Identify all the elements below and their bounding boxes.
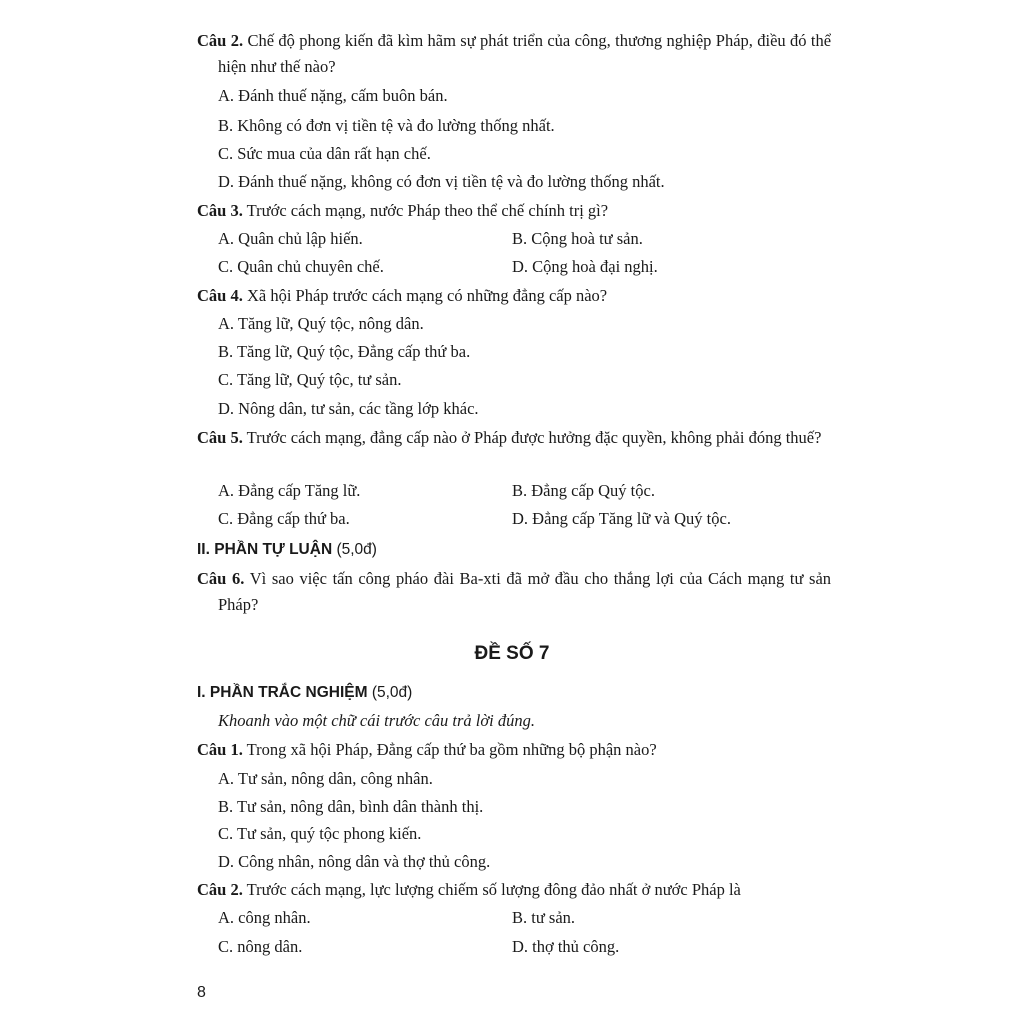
question-label: Câu 3. — [197, 201, 243, 220]
question-label: Câu 2. — [197, 880, 243, 899]
question-label: Câu 4. — [197, 286, 243, 305]
option: D. Cộng hoà đại nghị. — [512, 257, 658, 276]
question-text: Chế độ phong kiến đã kìm hãm sự phát triển của công, thương nghiệp Pháp, điều đó thể hiện như thế nào? — [218, 31, 832, 76]
question-text: Trước cách mạng, nước Pháp theo thể chế chính trị gì? — [246, 201, 609, 220]
option: D. Đánh thuế nặng, không có đơn vị tiền tệ và đo lường thống nhất. — [218, 172, 665, 191]
section-title: II. PHẦN TỰ LUẬN — [197, 541, 333, 558]
question-text: Trước cách mạng, đẳng cấp nào ở Pháp được hưởng đặc quyền, không phải đóng thuế? — [246, 428, 822, 447]
question-text: Xã hội Pháp trước cách mạng có những đẳng cấp nào? — [246, 286, 608, 305]
exam-title: ĐỀ SỐ 7 — [474, 643, 550, 664]
question-label: Câu 1. — [197, 740, 243, 759]
section-points: (5,0đ) — [336, 541, 377, 558]
question-label: Câu 6. — [197, 569, 245, 588]
option: C. Quân chủ chuyên chế. — [218, 257, 384, 276]
option: A. Quân chủ lập hiến. — [218, 229, 363, 248]
option: A. Tăng lữ, Quý tộc, nông dân. — [218, 314, 424, 333]
option: B. Tư sản, nông dân, bình dân thành thị. — [218, 797, 484, 816]
option: C. Tăng lữ, Quý tộc, tư sản. — [218, 370, 402, 389]
section-heading — [197, 540, 377, 560]
option: B. tư sản. — [512, 908, 576, 927]
option: C. Tư sản, quý tộc phong kiến. — [218, 824, 422, 843]
option: D. Công nhân, nông dân và thợ thủ công. — [218, 852, 491, 871]
option: D. Đẳng cấp Tăng lữ và Quý tộc. — [512, 509, 731, 528]
option: A. công nhân. — [218, 908, 311, 927]
option: B. Tăng lữ, Quý tộc, Đẳng cấp thứ ba. — [218, 342, 471, 361]
section-points: (5,0đ) — [371, 684, 413, 701]
question-2 — [197, 28, 831, 80]
question-4 — [197, 286, 607, 306]
question-text: Trước cách mạng, lực lượng chiếm số lượng đông đảo nhất ở nước Pháp là — [246, 880, 741, 899]
question-label: Câu 2. — [197, 31, 244, 50]
option: A. Đẳng cấp Tăng lữ. — [218, 481, 361, 500]
option: D. thợ thủ công. — [512, 937, 620, 956]
page-number: 8 — [197, 984, 206, 1001]
option: B. Đẳng cấp Quý tộc. — [512, 481, 655, 500]
option: B. Cộng hoà tư sản. — [512, 229, 643, 248]
option: A. Tư sản, nông dân, công nhân. — [218, 769, 433, 788]
section-heading — [197, 683, 412, 703]
question-1 — [197, 740, 657, 760]
option: A. Đánh thuế nặng, cấm buôn bán. — [218, 86, 448, 105]
option: C. nông dân. — [218, 937, 303, 956]
question-text: Trong xã hội Pháp, Đẳng cấp thứ ba gồm những bộ phận nào? — [246, 740, 657, 759]
instruction: Khoanh vào một chữ cái trước câu trả lời đúng. — [218, 711, 535, 730]
question-6 — [197, 566, 831, 618]
question-text: Vì sao việc tấn công pháo đài Ba-xti đã mở đầu cho thắng lợi của Cách mạng tư sản Pháp? — [218, 569, 832, 614]
question-label: Câu 5. — [197, 428, 243, 447]
option: C. Đẳng cấp thứ ba. — [218, 509, 350, 528]
question-2 — [197, 880, 741, 900]
option: D. Nông dân, tư sản, các tầng lớp khác. — [218, 399, 479, 418]
option: B. Không có đơn vị tiền tệ và đo lường thống nhất. — [218, 116, 555, 135]
question-5 — [197, 425, 831, 451]
section-title: I. PHẦN TRẮC NGHIỆM — [197, 684, 368, 701]
option: C. Sức mua của dân rất hạn chế. — [218, 144, 431, 163]
question-3 — [197, 201, 608, 221]
